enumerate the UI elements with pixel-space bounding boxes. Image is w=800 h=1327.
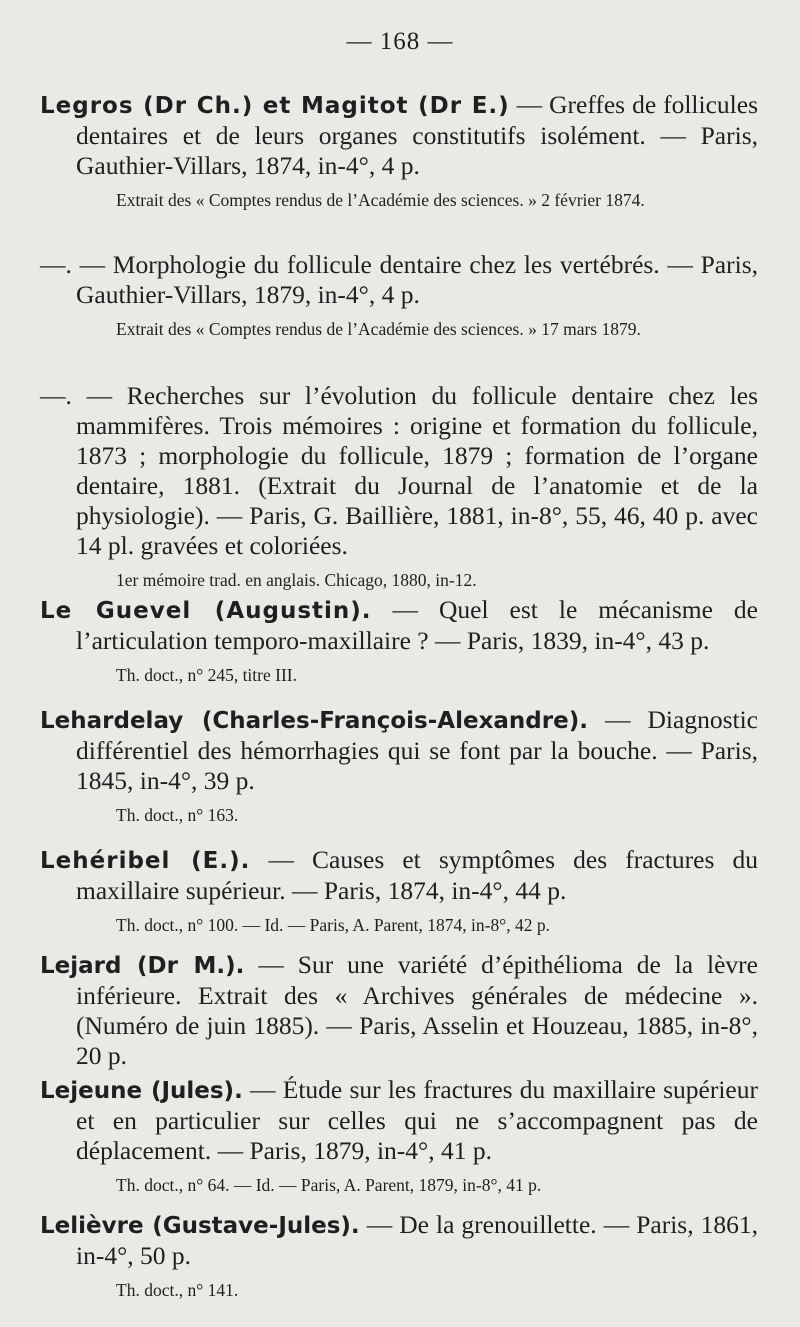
- entry-text: — Morphologie du follicule dentaire chez les vertébrés. — Paris, Gauthier-Villars, 1879, in-4°, 4 p.: [71, 250, 758, 309]
- bibliography-entry: [40, 705, 758, 826]
- entry-text: — Causes et symptômes des fractures du maxillaire supérieur. — Paris, 1874, in-4°, 44 p.: [76, 845, 758, 905]
- entry-text: — Sur une variété d’épithélioma de la lèvre inférieure. Extrait des « Archives générales de médecine ». (Numéro de juin 1885). — Paris, Asselin et Houzeau, 1885, in-8°, 20 p.: [76, 950, 758, 1070]
- entry-text: — Quel est le mécanisme de l’articulation temporo-maxillaire ? — Paris, 1839, in-4°, 43 p.: [76, 595, 758, 655]
- entry-note: 1er mémoire trad. en anglais. Chicago, 1880, in-12.: [116, 570, 477, 590]
- entry-note: Th. doct., n° 64. — Id. — Paris, A. Parent, 1879, in-8°, 41 p.: [116, 1175, 542, 1195]
- entry-text: — Greffes de follicules dentaires et de leurs organes constitutifs isolément. — Paris, Gauthier-Villars, 1874, in-4°, 4 p.: [76, 90, 759, 180]
- page-number: — 168 —: [346, 28, 454, 55]
- entry-text: — De la grenouillette. — Paris, 1861, in-4°, 50 p.: [76, 1210, 758, 1270]
- entry-author: Lehardelay (Charles-François-Alexandre).: [40, 708, 588, 734]
- entry-citation: [40, 250, 758, 310]
- bibliography-entry: [40, 950, 758, 1071]
- entry-author: Lehéribel (E.).: [40, 848, 251, 874]
- entry-author: Lelièvre (Gustave-Jules).: [40, 1213, 360, 1239]
- bibliography-entry: [40, 845, 758, 936]
- entry-citation: [40, 381, 758, 561]
- entry-note: Th. doct., n° 245, titre III.: [116, 665, 297, 685]
- bibliography-entry: [40, 250, 758, 340]
- entry-note: Th. doct., n° 100. — Id. — Paris, A. Parent, 1874, in-8°, 42 p.: [116, 915, 550, 935]
- entry-citation: [40, 90, 758, 181]
- entry-citation: [40, 1075, 758, 1166]
- entry-author: —.: [40, 250, 72, 279]
- entry-note: Extrait des « Comptes rendus de l’Académie des sciences. » 2 février 1874.: [116, 190, 645, 210]
- bibliography-entry: [40, 1075, 758, 1196]
- entry-author: Legros (Dr Ch.) et Magitot (Dr E.): [40, 93, 510, 119]
- bibliography-entry: [40, 381, 758, 591]
- bibliography-entry: [40, 595, 758, 686]
- entry-citation: [40, 595, 758, 656]
- bibliography-entry: [40, 90, 758, 211]
- entry-note: Th. doct., n° 141.: [116, 1280, 239, 1300]
- entry-author: Lejeune (Jules).: [40, 1078, 243, 1104]
- entry-citation: [40, 845, 758, 906]
- entry-citation: [40, 1210, 758, 1271]
- entry-author: Lejard (Dr M.).: [40, 953, 245, 979]
- bibliography-entry: [40, 1210, 758, 1301]
- entry-citation: [40, 705, 758, 796]
- entry-author: —.: [40, 381, 72, 410]
- entry-text: — Étude sur les fractures du maxillaire supérieur et en particulier sur celles qui ne s’accompagnent pas de déplacement. — Paris, 1879, in-4°, 41 p.: [76, 1075, 758, 1165]
- entry-note: Extrait des « Comptes rendus de l’Académie des sciences. » 17 mars 1879.: [116, 319, 641, 339]
- entry-note: Th. doct., n° 163.: [116, 805, 239, 825]
- entry-text: — Recherches sur l’évolution du follicule dentaire chez les mammifères. Trois mémoires : origine et formation du follicule, 1873 ; morphologie du follicule, 1879 ; formation de l’organe dentaire, 1881. (Extrait du Journal de l’anatomie et de la physiologie). — Paris, G. Baillière, 1881, in-8°, 55, 46, 40 p. avec 14 pl. gravées et coloriées.: [71, 381, 758, 560]
- entry-citation: [40, 950, 758, 1071]
- entry-text: — Diagnostic différentiel des hémorrhagies qui se font par la bouche. — Paris, 1845, in-4°, 39 p.: [76, 705, 758, 795]
- entry-author: Le Guevel (Augustin).: [40, 598, 372, 624]
